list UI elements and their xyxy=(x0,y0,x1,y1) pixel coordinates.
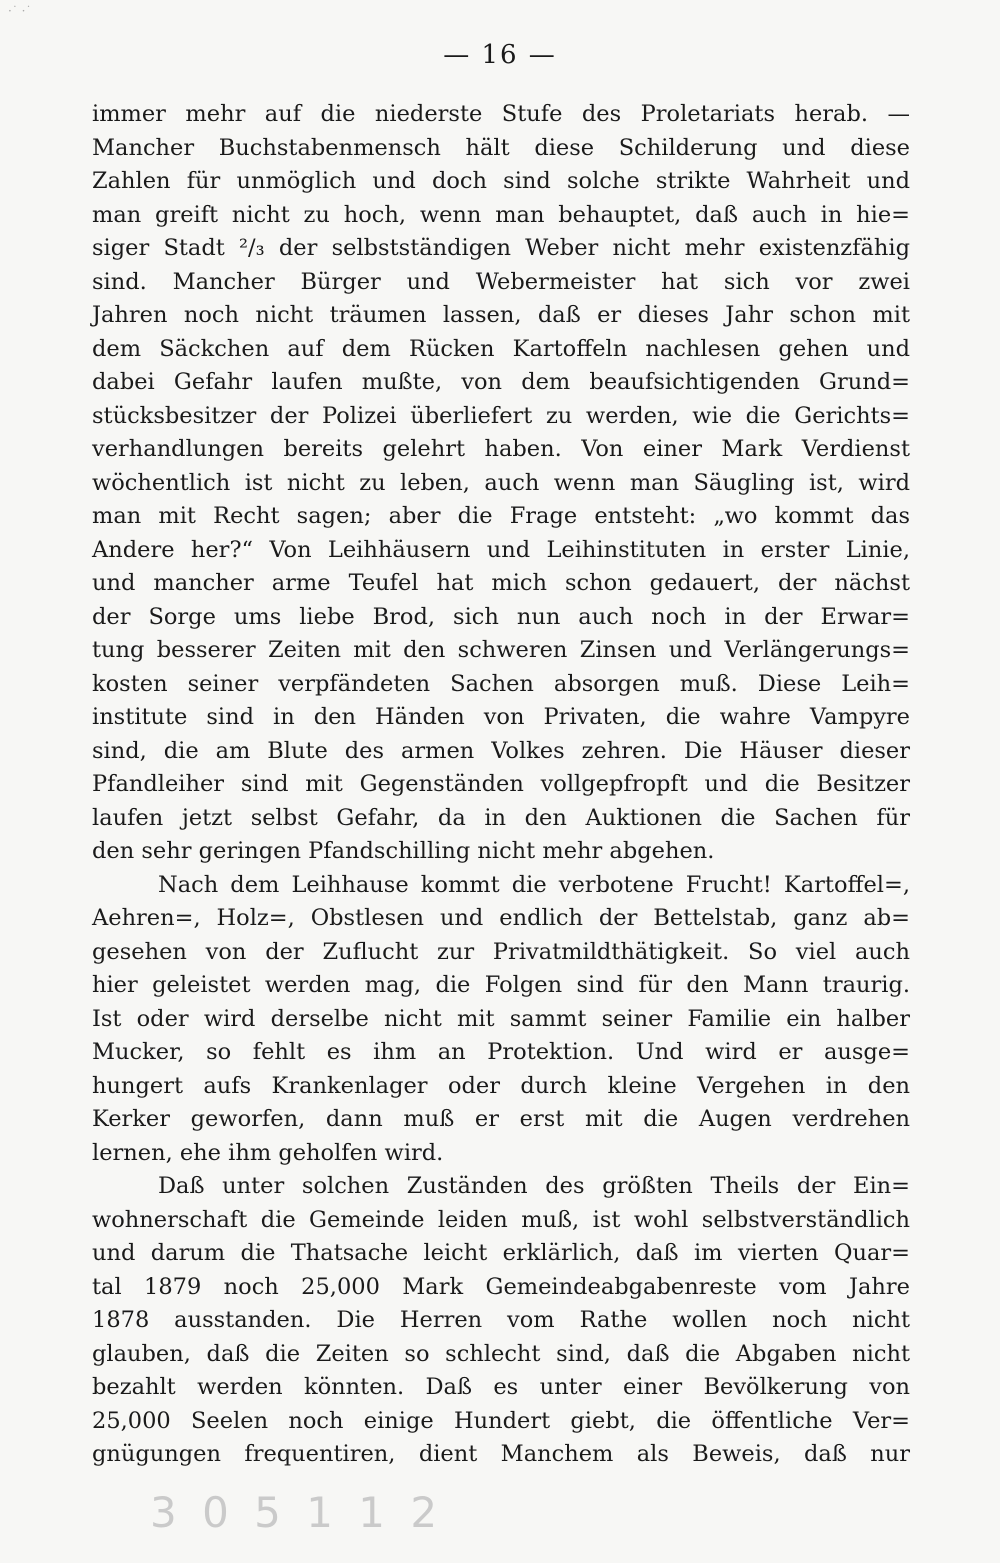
page-number: — 16 — xyxy=(443,40,557,70)
text-line: man greift nicht zu hoch, wenn man behauptet, daß auch in hie= xyxy=(92,201,910,228)
text-line: sind, die am Blute des armen Volkes zehren. Die Häuser dieser xyxy=(92,737,910,764)
text-line: lernen, ehe ihm geholfen wird. xyxy=(92,1139,444,1166)
text-line: hungert aufs Krankenlager oder durch kleine Vergehen in den xyxy=(92,1072,910,1099)
text-line: Zahlen für unmöglich und doch sind solche strikte Wahrheit und xyxy=(92,168,910,194)
text-line: den sehr geringen Pfandschilling nicht mehr abgehen. xyxy=(92,838,715,864)
text-line: wöchentlich ist nicht zu leben, auch wenn man Säugling ist, wird xyxy=(92,469,910,496)
text-line: gesehen von der Zuflucht zur Privatmildthätigkeit. So viel auch xyxy=(92,938,910,965)
text-line: Daß unter solchen Zuständen des größten Theils der Ein= xyxy=(158,1173,910,1199)
text-line: dem Säckchen auf dem Rücken Kartoffeln nachlesen gehen und xyxy=(92,335,910,362)
text-line: 1878 ausstanden. Die Herren vom Rathe wollen noch nicht xyxy=(92,1307,910,1333)
text-line: man mit Recht sagen; aber die Frage entsteht: „wo kommt das xyxy=(92,503,910,529)
text-line: verhandlungen bereits gelehrt haben. Von einer Mark Verdienst xyxy=(92,436,910,462)
text-line: Mancher Buchstabenmensch hält diese Schilderung und diese xyxy=(92,134,910,161)
text-line: Nach dem Leihhause kommt die verbotene Frucht! Kartoffel=, xyxy=(158,871,910,898)
text-line: sind. Mancher Bürger und Webermeister hat sich vor zwei xyxy=(92,268,910,295)
text-line: 25,000 Seelen noch einige Hundert giebt, die öffentliche Ver= xyxy=(92,1407,910,1434)
text-line: gnügungen frequentiren, dient Manchem als Beweis, daß nur xyxy=(92,1441,910,1467)
text-line: Ist oder wird derselbe nicht mit sammt seiner Familie ein halber xyxy=(92,1005,910,1032)
text-line: siger Stadt ²/₃ der selbstständigen Weber nicht mehr existenzfähig xyxy=(92,235,910,261)
text-line: Kerker geworfen, dann muß er erst mit die Augen verdrehen xyxy=(92,1106,910,1132)
library-stamp-mark: 3 0 5 1 1 2 xyxy=(150,1488,444,1537)
body-text xyxy=(92,98,910,1472)
text-line: kosten seiner verpfändeten Sachen absorgen muß. Diese Leih= xyxy=(92,670,910,697)
text-line: institute sind in den Händen von Privaten, die wahre Vampyre xyxy=(92,704,910,730)
text-line: bezahlt werden könnten. Daß es unter einer Bevölkerung von xyxy=(92,1374,910,1400)
text-line: stücksbesitzer der Polizei überliefert zu werden, wie die Gerichts= xyxy=(92,402,910,429)
text-line: wohnerschaft die Gemeinde leiden muß, ist wohl selbstverständlich xyxy=(92,1206,910,1233)
text-line: Aehren=, Holz=, Obstlesen und endlich der Bettelstab, ganz ab= xyxy=(92,905,910,931)
text-line: und darum die Thatsache leicht erklärlich, daß im vierten Quar= xyxy=(92,1240,910,1266)
text-line: tung besserer Zeiten mit den schweren Zinsen und Verlängerungs= xyxy=(92,637,910,663)
text-line: laufen jetzt selbst Gefahr, da in den Auktionen die Sachen für xyxy=(92,804,910,831)
text-line: Andere her?“ Von Leihhäusern und Leihinstituten in erster Linie, xyxy=(92,536,910,563)
text-line: und mancher arme Teufel hat mich schon gedauert, der nächst xyxy=(92,570,910,596)
text-line: Pfandleiher sind mit Gegenständen vollgepfropft und die Besitzer xyxy=(92,771,910,797)
text-line: Jahren noch nicht träumen lassen, daß er dieses Jahr schon mit xyxy=(92,302,910,328)
text-line: dabei Gefahr laufen mußte, von dem beaufsichtigenden Grund= xyxy=(92,369,910,395)
text-line: der Sorge ums liebe Brod, sich nun auch noch in der Erwar= xyxy=(92,603,910,630)
text-line: hier geleistet werden mag, die Folgen sind für den Mann traurig. xyxy=(92,972,910,998)
paper-speck: ·˙ ·˙ xyxy=(8,4,32,18)
text-line: glauben, daß die Zeiten so schlecht sind, daß die Abgaben nicht xyxy=(92,1340,910,1367)
text-line: Mucker, so fehlt es ihm an Protektion. Und wird er ausge= xyxy=(92,1039,910,1065)
text-line: tal 1879 noch 25,000 Mark Gemeindeabgabenreste vom Jahre xyxy=(92,1273,910,1300)
text-line: immer mehr auf die niederste Stufe des Proletariats herab. — xyxy=(92,101,910,127)
